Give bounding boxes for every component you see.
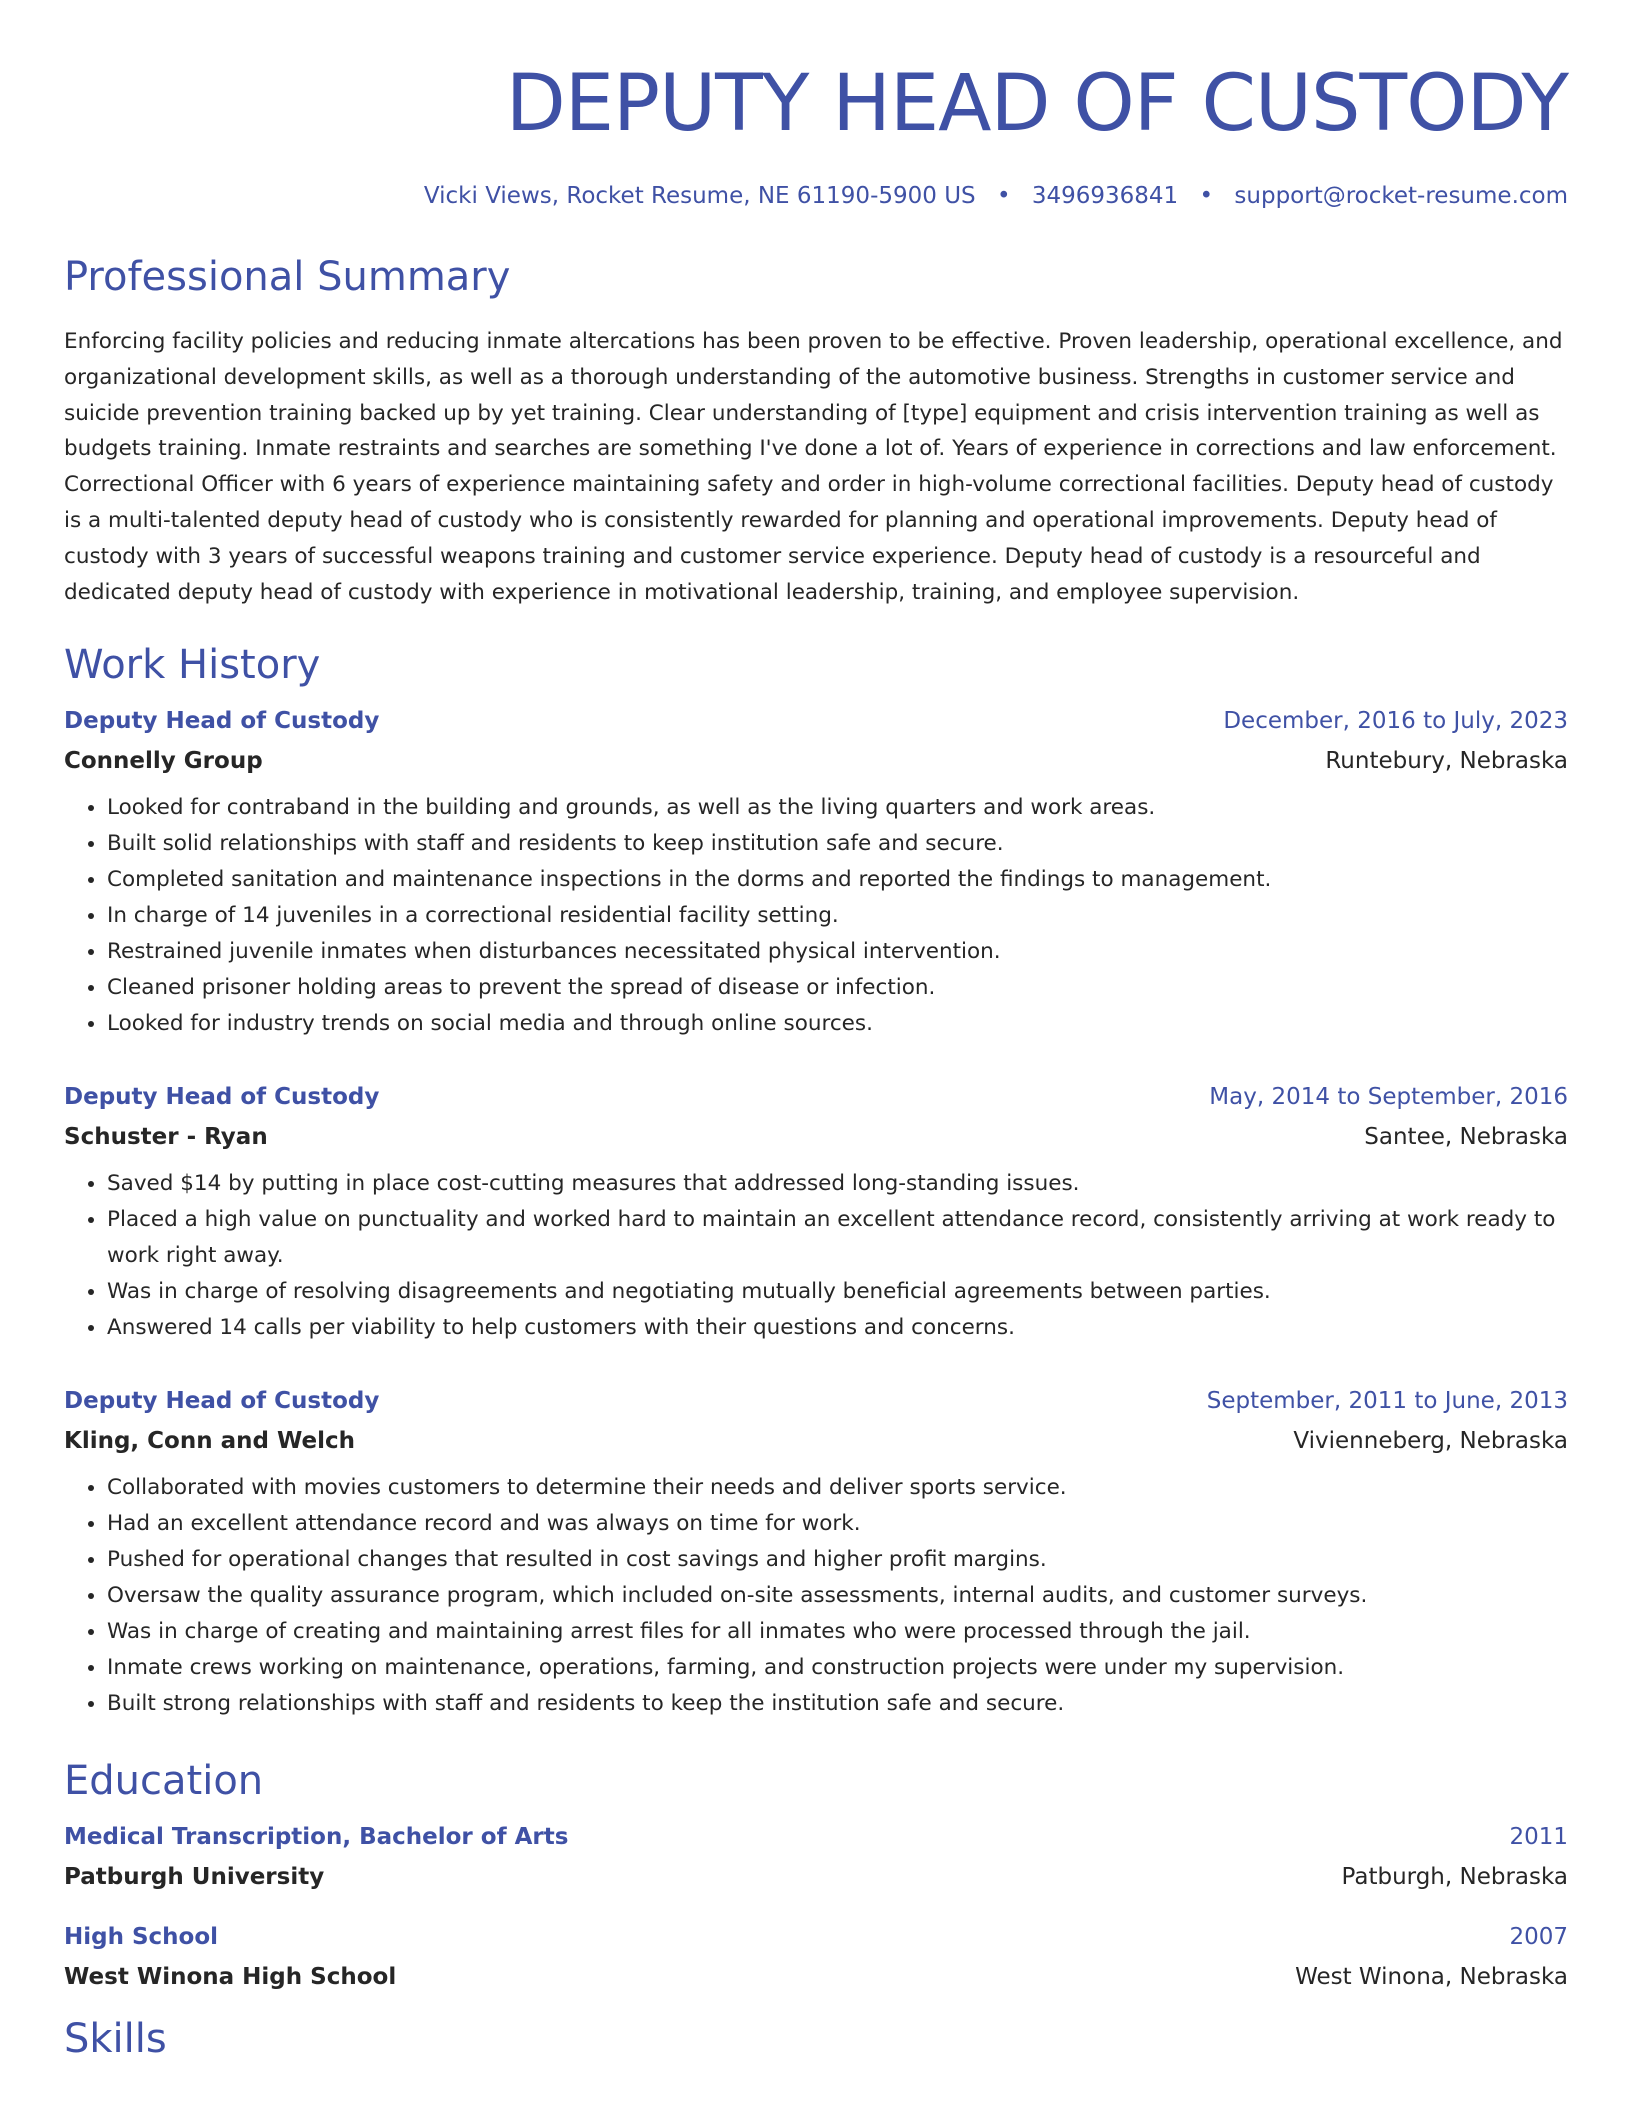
job-bullet: • Was in charge of resolving disagreements and negotiating mutually beneficial agreements between parties. — [107, 1274, 1568, 1310]
job-location: Santee, Nebraska — [1364, 1124, 1568, 1151]
job-bullets — [64, 1470, 1568, 1722]
contact-email: support@rocket-resume.com — [1234, 183, 1568, 209]
contact-separator: • — [1199, 183, 1214, 209]
job-bullet: • Cleaned prisoner holding areas to prevent the spread of disease or infection. — [107, 970, 1568, 1006]
education-entry — [64, 1822, 1568, 1892]
resume-title: DEPUTY HEAD OF CUSTODY — [505, 59, 1568, 149]
job-company: Schuster - Ryan — [64, 1124, 268, 1151]
education-school: West Winona High School — [64, 1964, 397, 1991]
job-bullet: • Looked for contraband in the building and grounds, as well as the living quarters and work areas. — [107, 790, 1568, 826]
job-entry — [64, 1082, 1568, 1346]
job-company: Connelly Group — [64, 748, 263, 775]
contact-phone: 3496936841 — [1031, 183, 1179, 209]
job-bullet: • Restrained juvenile inmates when disturbances necessitated physical intervention. — [107, 934, 1568, 970]
job-bullet: • Built strong relationships with staff and residents to keep the institution safe and secure. — [107, 1686, 1568, 1722]
contact-separator: • — [996, 183, 1011, 209]
education-degree: High School — [64, 1924, 219, 1951]
job-location: Runtebury, Nebraska — [1325, 748, 1568, 775]
education-location: West Winona, Nebraska — [1295, 1964, 1568, 1991]
job-bullet: • Was in charge of creating and maintaining arrest files for all inmates who were processed through the jail. — [107, 1614, 1568, 1650]
job-role: Deputy Head of Custody — [64, 1388, 380, 1415]
job-bullet: • Had an excellent attendance record and was always on time for work. — [107, 1506, 1568, 1542]
job-dates: December, 2016 to July, 2023 — [1223, 708, 1568, 735]
job-bullet: • Inmate crews working on maintenance, operations, farming, and construction projects were under my supervision. — [107, 1650, 1568, 1686]
skills-heading: Skills — [64, 2016, 167, 2063]
education-heading: Education — [64, 1758, 264, 1805]
education-location: Patburgh, Nebraska — [1341, 1864, 1568, 1891]
work-history-heading: Work History — [64, 642, 321, 689]
education-entry — [64, 1922, 1568, 1992]
job-bullet: • Completed sanitation and maintenance inspections in the dorms and reported the findings to management. — [107, 862, 1568, 898]
summary-text: Enforcing facility policies and reducing inmate altercations has been proven to be effective. Proven leadership, operational excellence, and organizational development skills, as well as a thorough understanding of the automotive business. Strengths in customer service and suicide prevention training backed up by yet training. Clear understanding of [type] equipment and crisis intervention training as well as budgets training. Inmate restraints and searches are something I've done a lot of. Years of experience in corrections and law enforcement. Correctional Officer with 6 years of experience maintaining safety and order in high-volume correctional facilities. Deputy head of custody is a multi-talented deputy head of custody who is consistently rewarded for planning and operational improvements. Deputy head of custody with 3 years of successful weapons training and customer service experience. Deputy head of custody is a resourceful and dedicated deputy head of custody with experience in motivational leadership, training, and employee supervision. — [64, 329, 1563, 605]
job-dates: May, 2014 to September, 2016 — [1209, 1084, 1568, 1111]
contact-address: Vicki Views, Rocket Resume, NE 61190-5900 US — [423, 183, 976, 209]
job-bullet: • Saved $14 by putting in place cost-cutting measures that addressed long-standing issues. — [107, 1166, 1568, 1202]
job-bullet: • Looked for industry trends on social media and through online sources. — [107, 1006, 1568, 1042]
job-role: Deputy Head of Custody — [64, 708, 380, 735]
education-school: Patburgh University — [64, 1864, 325, 1891]
job-entry — [64, 1386, 1568, 1722]
resume-header — [64, 0, 1568, 212]
job-dates: September, 2011 to June, 2013 — [1206, 1388, 1568, 1415]
job-bullet: • Pushed for operational changes that resulted in cost savings and higher profit margins. — [107, 1542, 1568, 1578]
job-bullet: • Collaborated with movies customers to determine their needs and deliver sports service. — [107, 1470, 1568, 1506]
job-bullet: • Answered 14 calls per viability to help customers with their questions and concerns. — [107, 1310, 1568, 1346]
job-bullets — [64, 1166, 1568, 1346]
job-entry — [64, 706, 1568, 1042]
job-bullet: • Placed a high value on punctuality and worked hard to maintain an excellent attendance record, consistently arriving at work ready to work right away. — [107, 1202, 1568, 1274]
job-bullet: • Built solid relationships with staff and residents to keep institution safe and secure. — [107, 826, 1568, 862]
contact-line — [64, 180, 1568, 212]
job-bullet: • Oversaw the quality assurance program, which included on-site assessments, internal audits, and customer surveys. — [107, 1578, 1568, 1614]
job-location: Vivienneberg, Nebraska — [1293, 1428, 1568, 1455]
education-degree: Medical Transcription, Bachelor of Arts — [64, 1824, 569, 1851]
education-year: 2007 — [1509, 1924, 1568, 1951]
summary-heading: Professional Summary — [64, 254, 511, 300]
job-bullet: • In charge of 14 juveniles in a correctional residential facility setting. — [107, 898, 1568, 934]
job-company: Kling, Conn and Welch — [64, 1428, 356, 1455]
job-bullets — [64, 790, 1568, 1042]
job-role: Deputy Head of Custody — [64, 1084, 380, 1111]
education-year: 2011 — [1509, 1824, 1568, 1851]
